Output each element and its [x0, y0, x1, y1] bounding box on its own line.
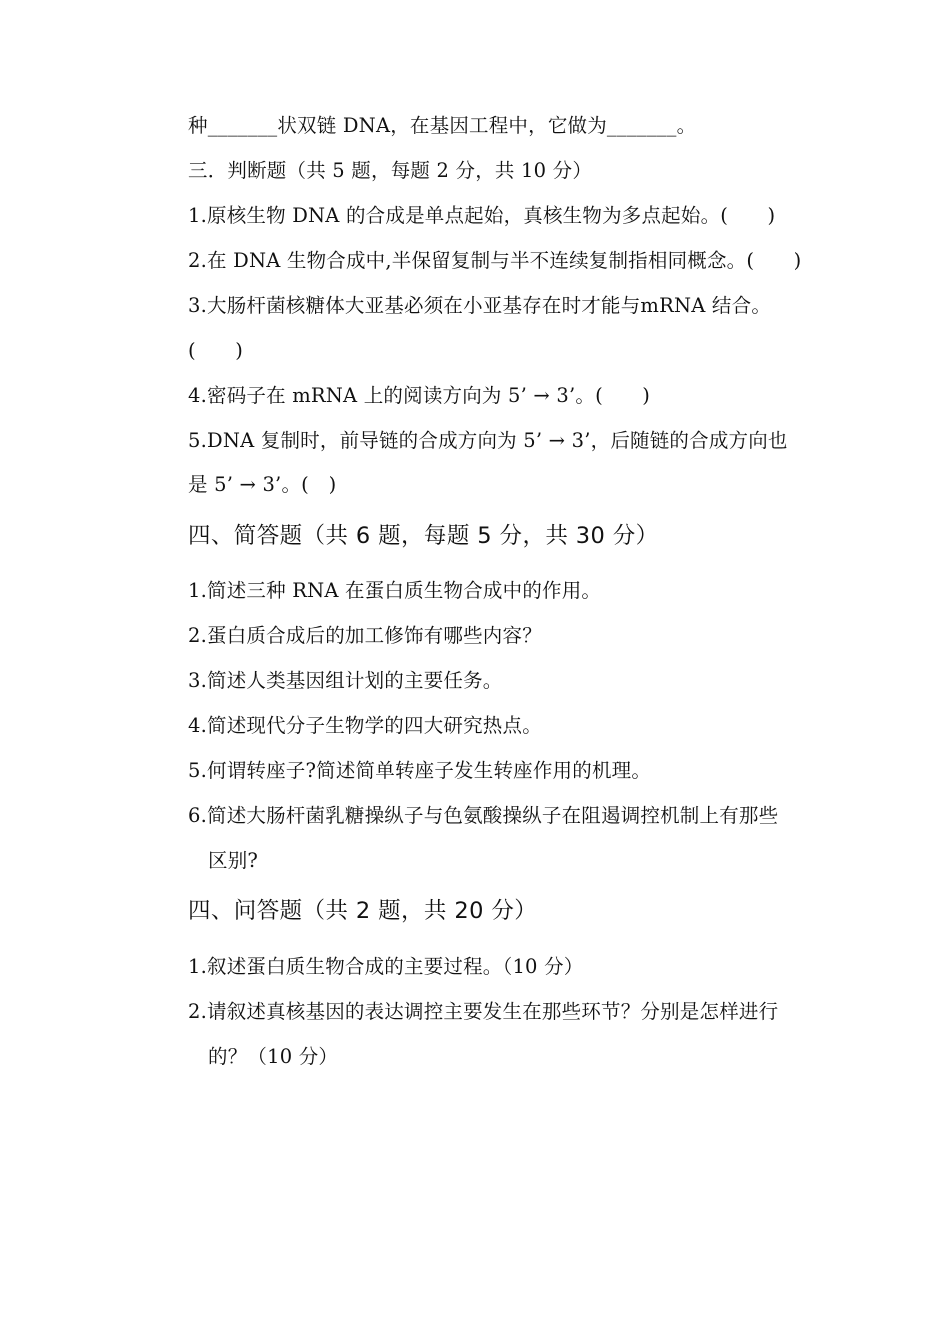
true-false-question-1: 1.原核生物 DNA 的合成是单点起始，真核生物为多点起始。( )	[188, 204, 776, 227]
true-false-question-3-line-2: ( )	[188, 339, 244, 362]
short-answer-title: 四、简答题（共 6 题，每题 5 分，共 30 分）	[188, 523, 659, 549]
true-false-question-5-line-2: 是 5’ → 3’。( )	[188, 473, 337, 496]
short-answer-question-6-line-2: 区别?	[208, 849, 259, 872]
short-answer-question-4: 4.简述现代分子生物学的四大研究热点。	[188, 714, 542, 737]
short-answer-question-2: 2.蛋白质合成后的加工修饰有哪些内容？	[188, 624, 542, 647]
short-answer-question-1: 1.简述三种 RNA 在蛋白质生物合成中的作用。	[188, 579, 602, 602]
fill-blank-line: 种_______状双链 DNA，在基因工程中，它做为_______。	[188, 114, 697, 137]
true-false-title: 三．判断题（共 5 题，每题 2 分，共 10 分）	[188, 159, 593, 182]
essay-title: 四、问答题（共 2 题，共 20 分）	[188, 898, 538, 924]
short-answer-question-5: 5.何谓转座子?简述简单转座子发生转座作用的机理。	[188, 759, 652, 782]
short-answer-question-6-line-1: 6.简述大肠杆菌乳糖操纵子与色氨酸操纵子在阻遏调控机制上有那些	[188, 804, 779, 827]
true-false-question-4: 4.密码子在 mRNA 上的阅读方向为 5’ → 3’。( )	[188, 384, 651, 407]
true-false-question-2: 2.在 DNA 生物合成中,半保留复制与半不连续复制指相同概念。( )	[188, 249, 802, 272]
true-false-question-3-line-1: 3.大肠杆菌核糖体大亚基必须在小亚基存在时才能与mRNA 结合。	[188, 294, 772, 317]
essay-question-2-line-2: 的？（10 分）	[208, 1045, 339, 1068]
essay-question-2-line-1: 2.请叙述真核基因的表达调控主要发生在那些环节？分别是怎样进行	[188, 1000, 779, 1023]
true-false-question-5-line-1: 5.DNA 复制时，前导链的合成方向为 5’ → 3’，后随链的合成方向也	[188, 429, 788, 452]
essay-question-1: 1.叙述蛋白质生物合成的主要过程。（10 分）	[188, 955, 584, 978]
short-answer-question-3: 3.简述人类基因组计划的主要任务。	[188, 669, 503, 692]
